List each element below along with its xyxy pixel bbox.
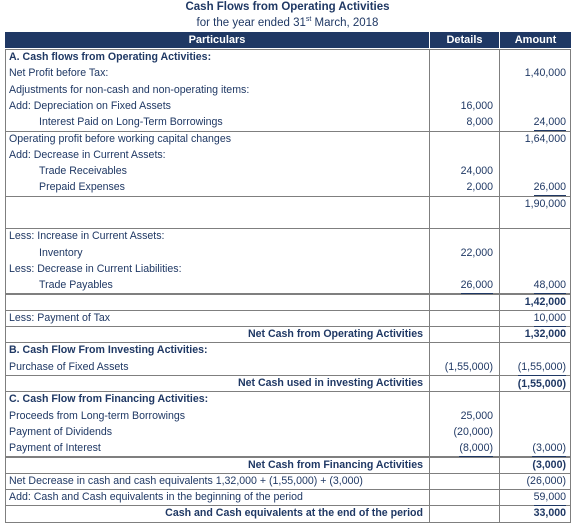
grid-cell <box>429 294 500 311</box>
row-amount: 1,90,000 <box>524 197 566 210</box>
grid-cell <box>429 505 500 522</box>
row-amount: (1,55,000) <box>518 375 566 392</box>
row-amount: (3,000) <box>532 458 566 471</box>
row-details: 22,000 <box>460 246 493 259</box>
row-label: Net Cash used in investing Activities <box>237 377 423 389</box>
row-label: Net Profit before Tax: <box>9 67 109 80</box>
row-amount: 1,64,000 <box>524 132 566 145</box>
row-amount: 59,000 <box>534 489 566 506</box>
row-amount: 48,000 <box>534 277 566 294</box>
row-amount: 1,42,000 <box>524 295 566 308</box>
row-label: Less: Payment of Tax <box>9 311 111 324</box>
grid-cell <box>429 457 500 474</box>
row-details: (8,000) <box>459 440 493 457</box>
row-label: Add: Depreciation on Fixed Assets <box>9 99 171 112</box>
row-label: Operating profit before working capital changes <box>9 132 232 145</box>
row-details: 25,000 <box>460 409 493 422</box>
row-label: Proceeds from Long-term Borrowings <box>9 409 186 422</box>
row-amount: 26,000 <box>534 179 566 196</box>
row-label: B. Cash Flow From Investing Activities: <box>9 344 208 357</box>
grid-cell <box>429 489 500 506</box>
row-details: 24,000 <box>460 165 493 178</box>
row-label: Payment of Interest <box>9 442 101 455</box>
row-amount: 1,40,000 <box>524 67 566 80</box>
row-details: 16,000 <box>460 99 493 112</box>
row-label: Purchase of Fixed Assets <box>9 360 129 373</box>
row-label: Trade Receivables <box>39 165 127 178</box>
row-details: (20,000) <box>453 425 493 438</box>
header-amount: Amount <box>500 32 571 48</box>
subtitle-text: for the year ended 31 <box>196 16 306 29</box>
row-label: Net Cash from Financing Activities <box>247 458 423 471</box>
row-label: A. Cash flows from Operating Activities: <box>9 51 212 63</box>
row-label: C. Cash Flow from Financing Activities: <box>9 393 209 406</box>
row-label: Payment of Dividends <box>9 425 113 438</box>
row-details: 8,000 <box>466 116 493 129</box>
statement-subtitle <box>0 16 575 29</box>
row-label: Less: Increase in Current Assets: <box>9 230 165 243</box>
row-amount: 1,32,000 <box>524 328 566 341</box>
row-label: Add: Cash and Cash equivalents in the beginning of the period <box>9 491 303 504</box>
row-label: Inventory <box>39 246 83 259</box>
row-label: Interest Paid on Long-Term Borrowings <box>39 116 223 129</box>
row-details: 26,000 <box>461 277 493 294</box>
grid-cell <box>429 473 500 490</box>
row-label: Prepaid Expenses <box>39 181 125 194</box>
row-label: Net Cash from Operating Activities <box>247 328 423 341</box>
row-amount: (1,55,000) <box>517 360 566 373</box>
row-amount: 33,000 <box>533 507 566 520</box>
subtitle-ordinal: st <box>305 16 312 23</box>
row-label <box>9 212 424 228</box>
row-label: Net Decrease in cash and cash equivalents 1,32,000 + (1,55,000) + (3,000) <box>9 474 363 487</box>
row-label: Less: Decrease in Current Liabilities: <box>9 262 182 275</box>
row-amount: 10,000 <box>534 310 566 327</box>
row-label <box>9 294 424 310</box>
row-amount: (26,000) <box>526 474 566 487</box>
row-details: 2,000 <box>466 181 493 194</box>
statement-title: Cash Flows from Operating Activities <box>185 1 390 13</box>
grid-cell <box>429 375 500 392</box>
row-label: Add: Decrease in Current Assets: <box>9 148 166 161</box>
grid-cell <box>429 326 500 343</box>
row-amount: (3,000) <box>532 440 566 457</box>
grid-cell <box>429 310 500 327</box>
row-amount: 24,000 <box>534 114 566 131</box>
row-label <box>9 196 424 212</box>
subtitle-date: March, 2018 <box>311 16 379 29</box>
grid-cell <box>429 196 500 230</box>
row-label: Trade Payables <box>39 279 113 292</box>
row-label: Adjustments for non-cash and non-operating items: <box>9 83 250 96</box>
header-particulars: Particulars <box>5 32 429 48</box>
row-label: Cash and Cash equivalents at the end of the period <box>165 507 423 520</box>
cash-flow-table <box>5 32 571 520</box>
header-details: Details <box>430 32 499 48</box>
row-details: (1,55,000) <box>444 360 493 373</box>
